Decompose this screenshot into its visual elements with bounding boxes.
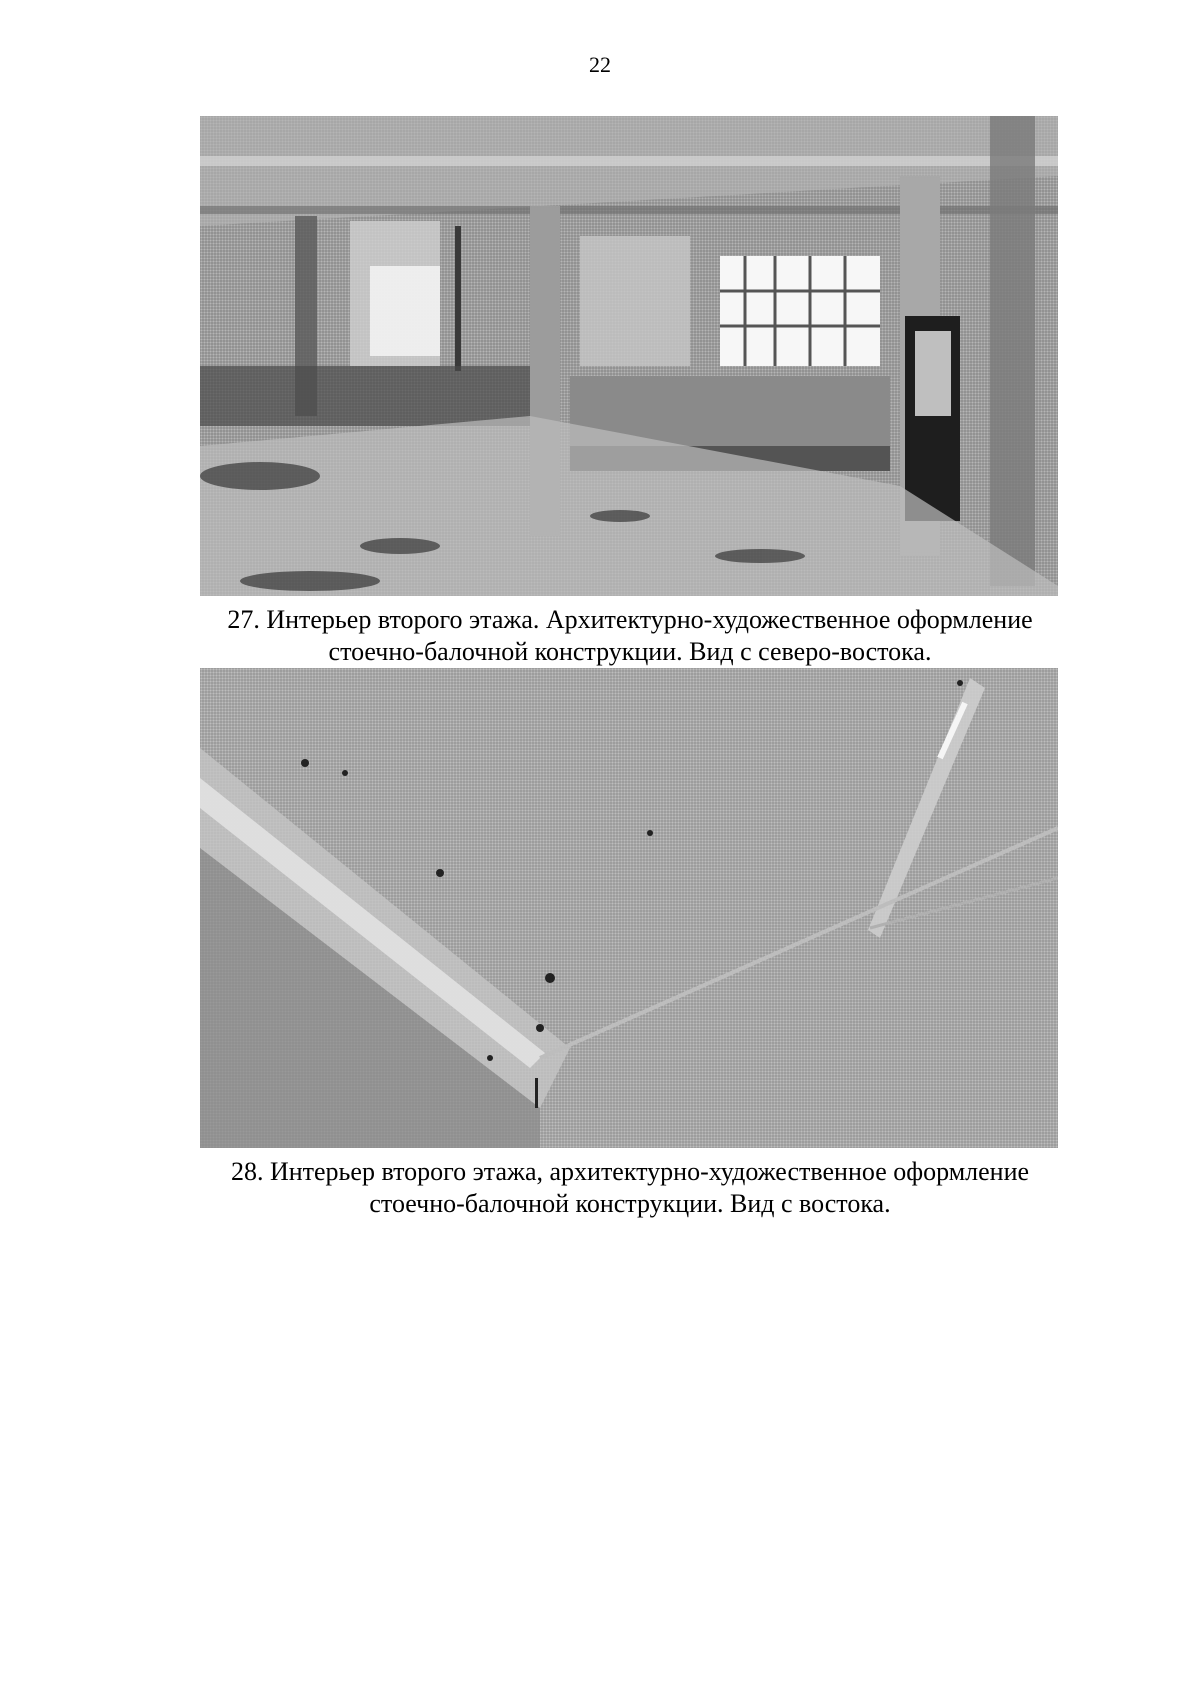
page-number: 22 xyxy=(589,52,611,77)
figure-28-caption-line-1: 28. Интерьер второго этажа, архитектурно-художественное оформление xyxy=(230,1157,1030,1186)
figure-28-caption-line-2: стоечно-балочной конструкции. Вид с востока. xyxy=(369,1189,891,1218)
figure-27-caption-line-1: 27. Интерьер второго этажа. Архитектурно-художественное оформление xyxy=(227,605,1033,634)
figure-28-photo xyxy=(200,668,1058,1148)
photo-interior-hall-icon xyxy=(200,116,1058,596)
photo-ceiling-beams-icon xyxy=(200,668,1058,1148)
figure-27-caption-line-2: стоечно-балочной конструкции. Вид с северо-востока. xyxy=(328,637,932,666)
figure-27-photo xyxy=(200,116,1058,596)
figure-27-caption xyxy=(140,604,1120,668)
figure-28-caption xyxy=(140,1156,1120,1220)
